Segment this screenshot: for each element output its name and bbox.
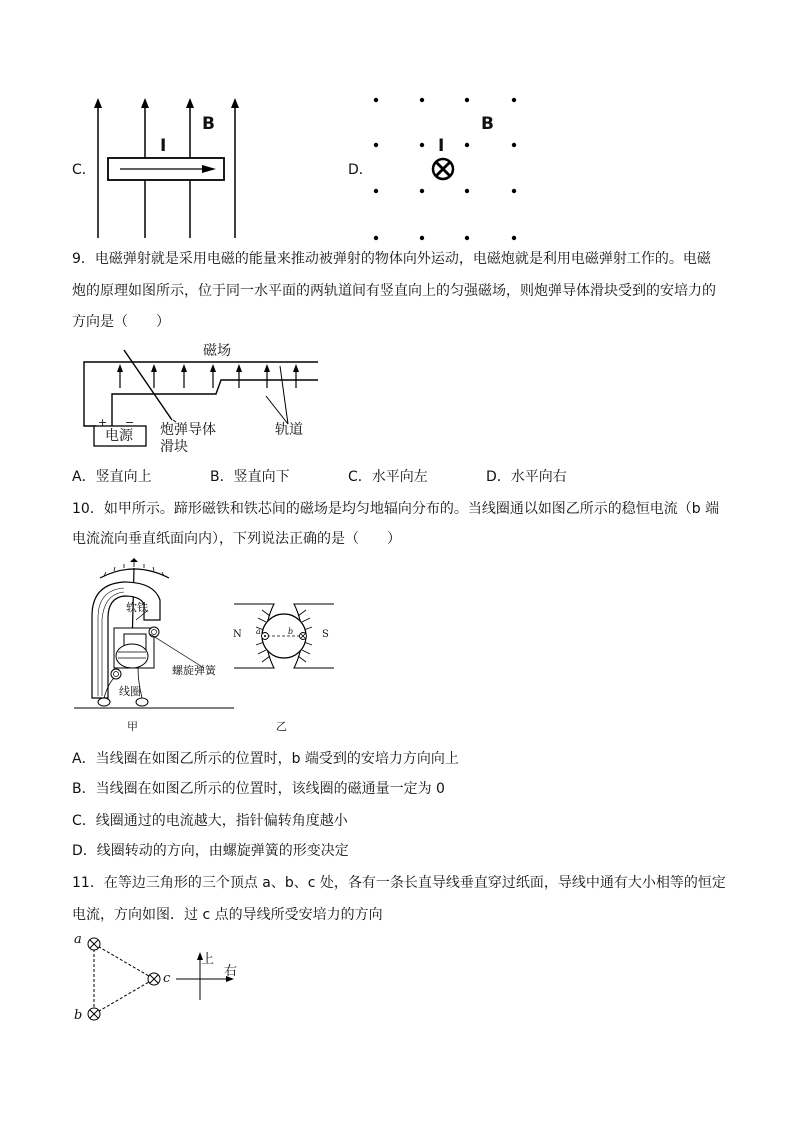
option-d-diagram <box>366 92 526 242</box>
q10-fig-soft-iron-label: 软铁 <box>126 601 148 614</box>
q10-fig-s-label: S <box>322 629 329 640</box>
q10-fig-jia-label: 甲 <box>127 720 138 733</box>
q10-option-c: C．线圈通过的电流越大，指针偏转角度越小 <box>72 813 348 829</box>
q9-option-a: A．竖直向上 <box>72 469 152 485</box>
q11-fig-c-label: c <box>163 971 171 986</box>
option-d-i-label: I <box>438 136 445 156</box>
q10-fig-a-label: a <box>256 627 261 636</box>
q9-option-d: D．水平向右 <box>486 469 567 485</box>
q10-fig-spring-label: 螺旋弹簧 <box>172 664 216 677</box>
q9-fig-rail-label: 轨道 <box>275 422 303 438</box>
q9-text-line1: 9．电磁弹射就是采用电磁的能量来推动被弹射的物体向外运动，电磁炮就是利用电磁弹射工作的。电磁 <box>72 251 711 267</box>
option-c-label: C． <box>72 162 96 178</box>
wire-a-into-page-icon <box>88 938 100 950</box>
wire-c-into-page-icon <box>148 973 160 985</box>
option-c-i-label: I <box>160 136 167 156</box>
q11-text-line1: 11．在等边三角形的三个顶点 a、b、c 处，各有一条长直导线垂直穿过纸面，导线中通有大小相等的恒定 <box>72 875 726 891</box>
q9-fig-minus: − <box>125 416 135 429</box>
q9-text-line3: 方向是（ ） <box>72 314 170 330</box>
q10-text-line2: 电流流向垂直纸面向内），下列说法正确的是（ ） <box>72 531 401 547</box>
q11-fig-up-label: 上 <box>201 952 215 967</box>
wire-b-into-page-icon <box>88 1008 100 1020</box>
q10-option-a: A．当线圈在如图乙所示的位置时，b 端受到的安培力方向向上 <box>72 751 459 767</box>
q10-fig-yi-label: 乙 <box>276 720 287 733</box>
option-c-diagram <box>90 96 250 242</box>
q10-fig-coil-label: 线圈 <box>119 685 141 698</box>
q9-option-b: B．竖直向下 <box>210 469 290 485</box>
q9-text-line2: 炮的原理如图所示，位于同一水平面的两轨道间有竖直向上的匀强磁场，则炮弹导体滑块受到的安培力的 <box>72 283 716 299</box>
q10-galvanometer-diagram <box>74 558 234 710</box>
q9-fig-slider-label1: 炮弹导体 <box>160 422 216 438</box>
option-d-label: D． <box>348 162 373 178</box>
q9-fig-power-label: 电源 <box>105 428 133 444</box>
q10-option-b: B．当线圈在如图乙所示的位置时，该线圈的磁通量一定为 0 <box>72 781 445 797</box>
q9-fig-plus: + <box>98 416 108 429</box>
q9-fig-field-label: 磁场 <box>203 343 231 359</box>
q10-fig-b-label: b <box>288 627 294 636</box>
option-c-b-label: B <box>202 114 215 134</box>
q9-option-c: C．水平向左 <box>348 469 428 485</box>
q11-fig-right-label: 右 <box>224 964 238 979</box>
q11-fig-b-label: b <box>74 1008 83 1023</box>
q10-fig-n-label: N <box>233 629 242 640</box>
q10-option-d: D．线圈转动的方向，由螺旋弹簧的形变决定 <box>72 843 349 859</box>
q9-fig-slider-label2: 滑块 <box>160 439 188 455</box>
q10-text-line1: 10．如甲所示。蹄形磁铁和铁芯间的磁场是均匀地辐向分布的。当线圈通以如图乙所示的稳恒电流（b 端 <box>72 501 720 517</box>
option-d-b-label: B <box>481 114 494 134</box>
q11-fig-a-label: a <box>74 932 82 947</box>
q11-text-line2: 电流，方向如图．过 c 点的导线所受安培力的方向 <box>72 907 383 923</box>
